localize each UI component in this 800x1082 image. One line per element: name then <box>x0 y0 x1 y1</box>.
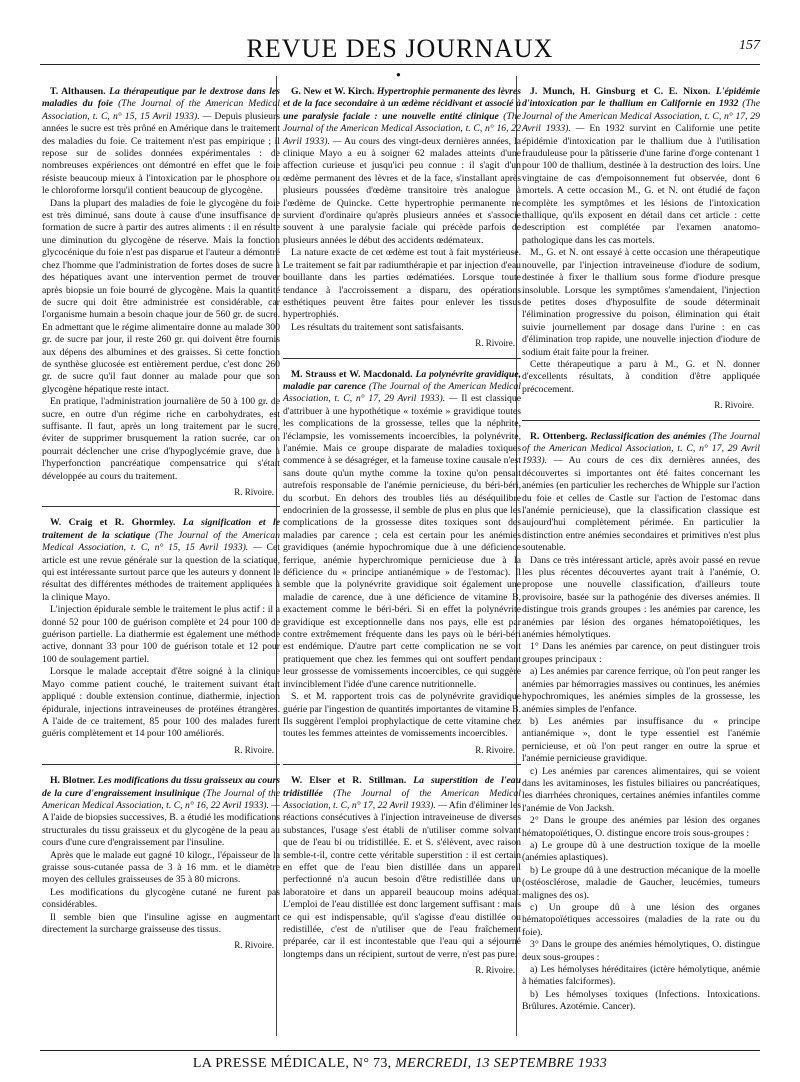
article-title: Hypertrophie permanente des lèvres et de la face secondaire à un œdème récidivant et associé à une paralysie faciale : une nouvelle entité clinique <box>283 86 522 122</box>
article-paragraph: Dans ce très intéressant article, après avoir passé en revue les plus récentes découvertes ayant trait à l'anémie, O. propose une nouvelle classification, d'ailleurs toute provisoire, basée sur la pathogénie des diverses anémies. Il distingue trois grands groupes : les anémies par carence, les anémies par lésion des organes hématopoïétiques, les anémies hémolytiques. <box>522 554 760 641</box>
article <box>283 775 521 977</box>
column-2 <box>283 86 521 983</box>
footer-date: MERCREDI, 13 SEPTEMBRE 1933 <box>395 1056 608 1071</box>
article-separator <box>42 506 280 507</box>
article-paragraph: Afin d'éliminer les réactions consécutives à l'injection intraveineuse de diverses substances, l'usage s'est établi de n'utiliser comme solvant que de l'eau bi ou tridistillée. E. et S. s'élèvent, avec raison semble-t-il, contre cette véritable superstition : il est certain en effet que de l'eau bien distillée dans un appareil perfectionné n'a aucun besoin d'être redistillée dans un laboratoire et dans un appareil beaucoup moins adéquat. L'emploi de l'eau distillée est donc largement suffisant : mais ce qui est indispensable, qu'il s'agisse d'eau distillée ou redistillée, c'est de n'utiliser que de l'eau fraîchement préparée, car il est incontestable que l'eau qui a séjourné longtemps dans un récipient, surtout de verre, n'est pas pure. <box>283 799 522 960</box>
article-reference: (The Journal of the American Medical Association, t. C, n° 15, 15 Avril 1933). — <box>42 529 280 554</box>
article-authors: H. Blotner. <box>50 775 96 787</box>
article-reference: (The Journal of the American Medical Association, t. C, n° 16, 22 Avril 1933). — <box>283 110 522 147</box>
article-authors: R. Ottenberg. <box>530 430 588 442</box>
footer-rule <box>40 1050 760 1051</box>
article-signature: R. Rivoire. <box>475 338 515 349</box>
article-heading <box>283 86 521 247</box>
article-authors: T. Althausen. <box>50 86 106 97</box>
article-authors: W. Elser et R. Stillman. <box>291 775 407 787</box>
article-paragraph: 2° Dans le groupe des anémies par lésion des organes hématopoïétiques, O. distingue encore trois sous-groupes : <box>522 815 760 839</box>
article-reference: (The Journal of the American Medical Association, t. C, n° 16, 22 Avril 1933). — <box>42 787 281 811</box>
article-reference: (The Journal of the American Medical Association, t. C, n° 17, 29 Avril 1933). — <box>283 380 521 405</box>
article-paragraph: L'injection épidurale semble le traitement le plus actif : il a donné 52 pour 100 de guérison complète et 24 pour 100 de guérison partielle. La diathermie est également une méthode active, donnant 33 pour 100 de guérison totale et 12 pour 100 de soulagement partiel. <box>42 604 280 665</box>
article-reference: (The Journal of the American Medical Association, t. C, n° 15, 15 Avril 1933). — <box>42 98 280 122</box>
article <box>42 775 280 952</box>
article-paragraph: 3° Dans le groupe des anémies hémolytiques, O. distingue deux sous-groupes : <box>522 939 760 963</box>
article-paragraph: Lorsque le malade acceptait d'être soigné à la clinique Mayo comme patient couché, le traitement suivant était appliqué : double extension continue, diathermie, injection épidurale, injections intraveineuses de protéines étrangères. A l'aide de ce traitement, 85 pour 100 des malades furent guéris complètement et 14 pour 100 améliorés. <box>42 666 280 740</box>
article-paragraph: Cet article est une revue générale sur la question de la sciatique, qui est intéressante surtout parce que les auteurs y donnent le résultat des différentes méthodes de traitement appliquées à la clinique Mayo. <box>42 542 280 603</box>
article-paragraph: A l'aide de biopsies successives, B. a étudié les modifications structurales du tissu graisseux et du glycogène de la peau au cours d'une cure d'engraissement par l'insuline. <box>42 812 280 849</box>
article-signature: R. Rivoire. <box>234 744 274 755</box>
article-paragraph: Il est classique d'attribuer à une hypothétique « toxémie » gravidique toutes les complications de la grossesse, telles que la néphrite, l'éclampsie, les vomissements incoercibles, la polynévrite, l'anémie. Mais ce groupe disparate de maladies toxiques commence à se désagréger, et la fameuse toxine causale n'est sans doute qu'un mythe comme la toxine qu'on pensait autrefois responsable de l'anémie pernicieuse, du béri-béri, du scorbut. En dehors des troubles liés au déséquilibre endocrinien de la grossesse, il semble de plus en plus que les complications de la grossesse dites toxiques sont des maladies par carence ; cela est certain pour les anémies gravidiques (anémie hypochromique due à une déficience ferrique, anémie hyperchromique pernicieuse due à la déficience du « principe antianémique » de l'estomac). Il semble que la polynévrite gravidique soit également une maladie de carence, due à une déficience de vitamine B, exactement comme le béri-béri. Si en effet la polynévrite gravidique est exceptionnelle dans nos pays, elle est par contre extrêmement fréquente dans les pays où le béri-béri est endémique. D'autre part cette complication ne se voit pratiquement que chez les femmes qui ont souffert pendant leur grossesse de vomissements incoercibles, ce qui suggère invinciblement l'idée d'une carence nutritionnelle. <box>283 393 522 690</box>
article-authors: M. Strauss et W. Macdonald. <box>291 368 413 380</box>
article-paragraph: b) Les hémolyses toxiques (Infections. Intoxications. Brûlures. Azotémie. Cancer). <box>522 988 760 1013</box>
column-3 <box>522 86 760 1020</box>
article-title: La superstition de l'eau tridistillée <box>283 775 521 799</box>
article-paragraph: b) Les anémies par insuffisance du « principe antianémique », dont le type essentiel est l'anémie pernicieuse, et où l'on peut ranger en outre la sprue et l'anémie pernicieuse gravidique. <box>522 715 760 765</box>
article-signature: R. Rivoire. <box>234 940 274 951</box>
article-reference: (The Journal of the American Medical Association, t. C, n° 17, 29 Avril 1933). — <box>522 98 760 135</box>
page-number: 157 <box>739 38 760 53</box>
page-header <box>0 0 800 64</box>
article-authors: G. New et W. Kirch. <box>291 86 375 97</box>
article-paragraph: En 1932 survint en Californie une petite épidémie d'intoxication par le thallium due à l'utilisation frauduleuse pour la pâtisserie d'une farine d'orge contenant 1 pour 100 de thallium, destinée à la destruction des loirs. Une vingtaine de cas d'empoisonnement fut observée, dont 6 mortels. A cette occasion M., G. et N. ont étudié de façon complète les symptômes et les lésions de l'intoxication thallique, qu'ils exposent en détail dans cet article : cette description est complétée par l'examen anatomo-pathologique dans les cas mortels. <box>522 123 760 246</box>
article-paragraph: M., G. et N. ont essayé à cette occasion une thérapeutique nouvelle, par l'injection intraveineuse d'iodure de sodium, destinée à fixer le thallium sous forme d'iodure presque insoluble. Lorsque les symptômes s'amendaient, l'injection de petites doses d'hyposulfite de soude déterminait l'élimination progressive du poison, élimination qui était suivie journellement par dosage dans l'urine : en cas d'élimination trop rapide, une nouvelle injection d'iodure de sodium était faite pour la freiner. <box>522 247 760 358</box>
article-separator <box>283 764 521 765</box>
footer-publication: LA PRESSE MÉDICALE, N° 73, <box>192 1056 392 1071</box>
article-signature: R. Rivoire. <box>475 744 515 755</box>
article-reference: (The Journal of the American Medical Association, t. C, n° 17, 29 Avril 1933). — <box>522 430 761 467</box>
article <box>522 86 760 412</box>
article-paragraph: Au cours des vingt-deux dernières années, la clinique Mayo a eu à soigner 62 malades atteints d'une affection curieuse et jusqu'ici peu connue : il s'agit d'un œdème permanent des lèvres et de la face, s'installant après plusieurs poussées d'œdème transitoire très analogue à l'œdème de Quincke. Cette hypertrophie permanente ne survient d'ordinaire qu'après plusieurs années et s'associe souvent à une paralysie faciale qui précède parfois de plusieurs années le début des accidents œdémateux. <box>283 135 522 246</box>
article-title: Reclassification des anémies <box>590 430 706 442</box>
article-paragraph: a) Le groupe dû à une destruction toxique de la moelle (anémies aplastiques). <box>522 839 760 864</box>
page-footer <box>0 1056 800 1072</box>
header-rule <box>40 64 760 65</box>
article-paragraph: 1° Dans les anémies par carence, on peut distinguer trois groupes principaux : <box>522 641 760 665</box>
article-signature: R. Rivoire. <box>714 400 754 411</box>
column-1 <box>42 86 280 958</box>
article-paragraph: Cette thérapeutique a paru à M., G. et N. donner d'excellents résultats, à condition d'être appliquée précocement. <box>522 358 760 395</box>
article-heading <box>42 517 280 604</box>
ornament-dot: ● <box>396 70 401 79</box>
article-heading <box>42 775 280 849</box>
article-paragraph: c) Les anémies par carences alimentaires, qui se voient dans les avitaminoses, les fistules biliaires ou pancréatiques, les diarrhées chroniques, certaines anémies infantiles comme l'anémie de Von Jacksh. <box>522 765 760 814</box>
article-authors: W. Craig et R. Ghormley. <box>50 517 176 529</box>
article-paragraph: a) Les anémies par carence ferrique, où l'on peut ranger les anémies par hémorragies massives ou continues, les anémies hypochromiques, les anémies simples de la grossesse, les anémies simples de l'enfance. <box>522 666 760 715</box>
article-paragraph: b) Le groupe dû à une destruction mécanique de la moelle (ostéosclérose, maladie de Gaucher, leucémies, tumeurs malignes des os). <box>522 864 760 901</box>
article-paragraph: Il semble bien que l'insuline agisse en augmentant directement la surcharge graisseuse des tissus. <box>42 911 280 935</box>
article <box>42 517 280 756</box>
article-paragraph: Au cours de ces dix dernières années, des découvertes si importantes ont été faites concernant les anémies (en particulier les recherches de Whipple sur l'action du foie et celles de Castle sur l'action de l'estomac dans l'anémie pernicieuse), que la classification classique est aujourd'hui complètement périmée. En particulier la distinction entre anémies secondaires et primitives n'est plus soutenable. <box>522 455 760 554</box>
article-paragraph: S. et M. rapportent trois cas de polynévrite gravidique guérie par l'ingestion de quantités importantes de vitamine B. Ils suggèrent l'emploi prophylactique de cette vitamine chez toutes les femmes atteintes de vomissements incoercibles. <box>283 691 521 740</box>
article-title: La polynévrite gravidique, maladie par carence <box>283 368 521 392</box>
article-paragraph: Dans la plupart des maladies de foie le glycogène du foie est très diminué, sans doute à cause d'une insuffisance de formation de sucre à partir des autres aliments : il en résulte une diminution du glycogène de réserve. Mais la fonction glycocénique du foie n'est pas disparue et l'auteur a démontré chez l'homme que l'administration de fortes doses de sucre à des hépatiques avant une intervention permet de trouver après biopsie un foie bourré de glycogène. Mais la quantité de sucre qui doit être administrée est considérable, car l'organisme humain a besoin chaque jour de 560 gr. de sucre. En admettant que le régime alimentaire donne au malade 300 gr. de sucre par jour, il reste 260 gr. qui doivent être fournis aux dépens des albumines et des graisses. Si cette fonction de synthèse glucosée est entièrement perdue, c'est donc 260 gr. de sucre qu'il faut donner au malade pour que son glycogène hépatique reste intact. <box>42 197 280 395</box>
article-paragraph: c) Un groupe dû à une lésion des organes hématopoïétiques accessoires (maladies de la rate ou du foie). <box>522 902 760 938</box>
article-paragraph: En pratique, l'administration journalière de 50 à 100 gr. de sucre, en outre d'un régime riche en carbohydrates, est suffisante. Il faut, après un long traitement par le sucre, éviter de supprimer brusquement la ration sucrée, car on pourrait déclencher une crise d'hypoglycémie grave, due à l'hyperfonction pancréatique compensatrice qui s'était développée au cours du traitement. <box>42 396 280 482</box>
article-signature: R. Rivoire. <box>475 965 515 976</box>
article-heading <box>283 369 521 692</box>
article-separator <box>283 358 521 359</box>
article-reference: (The Journal of the American Medical Association, t. C, n° 17, 22 Avril 1933). — <box>283 787 521 811</box>
article-heading <box>42 86 280 198</box>
article <box>42 86 280 498</box>
article-title: Les modifications du tissu graisseux au cours de la cure d'engraissement insulinique <box>42 775 280 799</box>
journal-title: REVUE DES JOURNAUX <box>246 34 554 63</box>
article-paragraph: Les résultats du traitement sont satisfaisants. <box>291 321 464 333</box>
article-paragraph: Après que le malade eut gagné 10 kilogr., l'épaisseur de la graisse sous-cutanée passa de 3 à 16 mm. et le diamètre moyen des cellules graisseuses de 35 à 80 microns. <box>42 849 280 886</box>
article <box>283 369 521 757</box>
article-heading <box>283 775 521 961</box>
article-title: L'épidémie d'intoxication par le thallium en Californie en 1932 <box>522 86 760 110</box>
article-separator <box>522 420 760 421</box>
article <box>522 431 760 1014</box>
article-paragraph: Les modifications du glycogène cutané ne furent pas considérables. <box>42 886 280 911</box>
article-paragraph: a) Les hémolyses héréditaires (ictère hémolytique, anémie à hématies falciformes). <box>522 964 760 988</box>
article-paragraph: La nature exacte de cet œdème est tout à fait mystérieuse. Le traitement se fait par radiumthérapie et par injection d'eau bouillante dans les parties œdématiées. Lorsque toute tendance à l'accroissement a disparu, des opérations esthétiques peuvent être faites pour enlever les tissus hypertrophiés. <box>283 247 521 321</box>
article-authors: J. Munch, H. Ginsburg et C. E. Nixon. <box>530 86 711 97</box>
article-heading <box>522 86 760 247</box>
article-title: La signification et le traitement de la sciatique <box>42 517 281 541</box>
article-title: La thérapeutique par le dextrose dans les maladies du foie <box>42 86 281 110</box>
article-separator <box>42 764 280 765</box>
article <box>283 86 521 350</box>
article-heading <box>522 431 760 555</box>
article-signature: R. Rivoire. <box>234 487 274 497</box>
article-paragraph: Depuis plusieurs années le sucre est très prôné en Amérique dans le traitement des maladies du foie. Ce traitement n'est pas empirique ; il repose sur de solides données expérimentales : de nombreuses expériences ont démontré en effet que le foie résiste beaucoup mieux à l'intoxication par le phosphore ou le chloroforme lorsqu'il contient beaucoup de glycogène. <box>42 110 281 197</box>
